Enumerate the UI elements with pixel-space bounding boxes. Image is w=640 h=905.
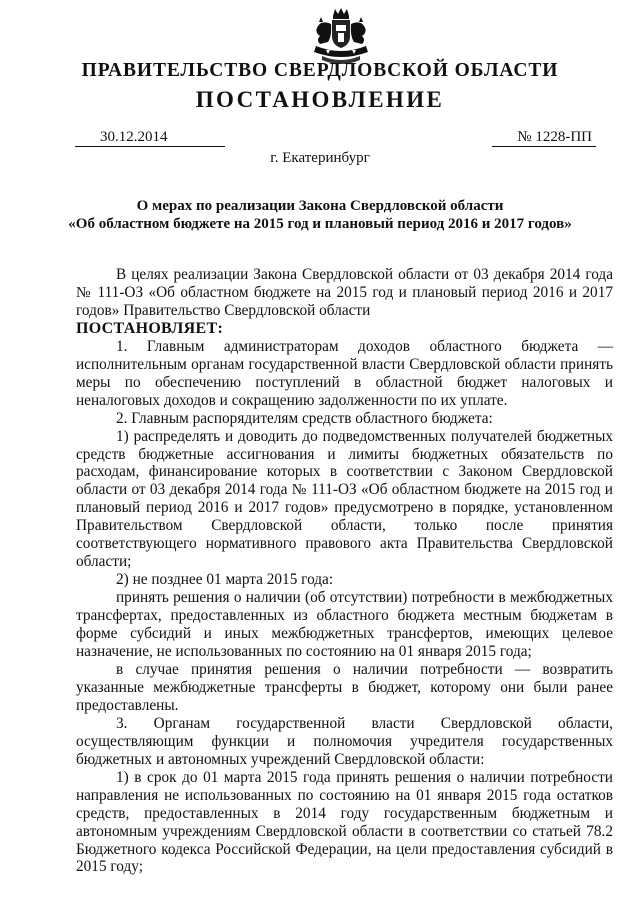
clause-2-1: 1) распределять и доводить до подведомственных получателей бюджетных средств бюджетные ассигнования и лимиты бюджетных обязательств по расходам, финансирование которых в соответствии с Законом Свердловской области от 03 декабря 2014 года № 111-ОЗ «Об областном бюджете на 2015 год и плановый период 2016 и 2017 годов» предусмотрено в порядке, установленном Правительством Свердловской области, только после принятия соответствующего нормативного правового акта Правительства Свердловской области; [76, 427, 613, 571]
document-type: ПОСТАНОВЛЕНИЕ [195, 87, 445, 112]
organization-name: ПРАВИТЕЛЬСТВО СВЕРДЛОВСКОЙ ОБЛАСТИ [81, 60, 559, 81]
clause-3: 3. Органам государственной власти Свердловской области, осуществляющим функции и полномочия учредителя государственных бюджетных и автономных учреждений Свердловской области: [76, 714, 613, 768]
document-title-line-1: О мерах по реализации Закона Свердловской области [136, 198, 504, 214]
clause-2: 2. Главным распорядителям средств областного бюджета: [116, 409, 493, 427]
clause-2-2-a: принять решения о наличии (об отсутствии) потребности в межбюджетных трансфертах, предоставленных из областного бюджета местным бюджетам в форме субсидий и иных межбюджетных трансфертов, имеющих целевое назначение, не использованных по состоянию на 01 января 2015 года; [76, 589, 613, 661]
city: г. Екатеринбург [270, 150, 370, 166]
clause-3-1: 1) в срок до 01 марта 2015 года принять решения о наличии потребности направления не использованных по состоянию на 01 января 2015 года остатков средств, предоставленных в 2014 году государственным бюджетным и автономным учреждениям Свердловской области в соответствии со статьей 78.2 Бюджетного кодекса Российской Федерации, на цели предоставления субсидий в 2015 году; [76, 768, 613, 876]
document-number: № 1228-ПП [492, 128, 596, 147]
document-date: 30.12.2014 [75, 128, 225, 147]
preamble-paragraph: В целях реализации Закона Свердловской области от 03 декабря 2014 года № 111-ОЗ «Об областном бюджете на 2015 год и плановый период 2016 и 2017 годов» Правительство Свердловской области [76, 266, 613, 319]
clause-2-2: 2) не позднее 01 марта 2015 года: [116, 571, 334, 589]
clause-2-2-b: в случае принятия решения о наличии потребности — возвратить указанные межбюджетные трансферты в бюджет, которому они были ранее предоставлены. [76, 660, 613, 714]
document-body [76, 266, 613, 876]
document-title-line-2: «Об областном бюджете на 2015 год и плановый период 2016 и 2017 годов» [68, 216, 572, 232]
clause-1: 1. Главным администраторам доходов областного бюджета — исполнительным органам государственной власти Свердловской области принять меры по обеспечению поступлений в областной бюджет налоговых и неналоговых доходов и сокращению задолженности по их уплате. [76, 337, 613, 409]
decree-heading: ПОСТАНОВЛЯЕТ: [76, 319, 224, 337]
